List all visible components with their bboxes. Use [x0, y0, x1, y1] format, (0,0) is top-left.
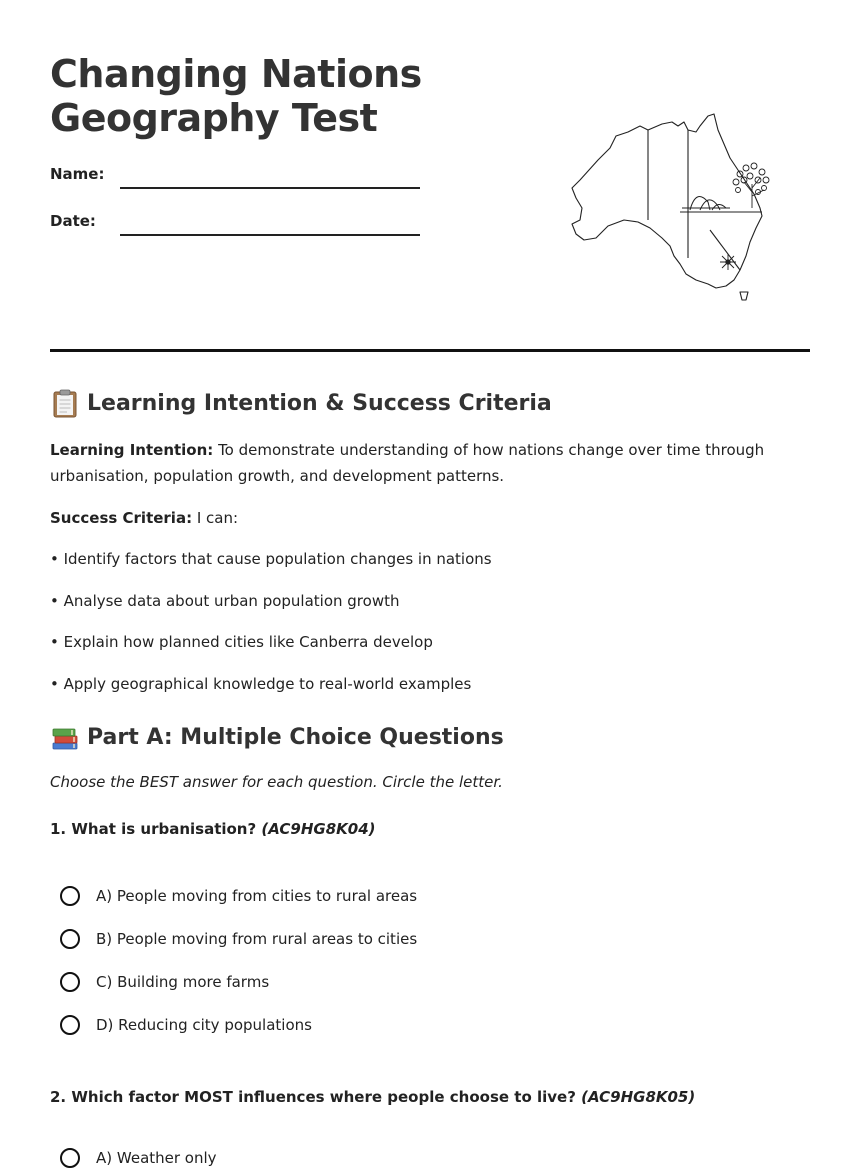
list-item: • Identify factors that cause population changes in nations [50, 550, 492, 568]
clipboard-icon [50, 388, 80, 418]
criteria-label: Success Criteria: [50, 509, 193, 527]
question-2 [50, 1088, 695, 1106]
part-a-heading [50, 722, 504, 752]
learning-intention [50, 437, 815, 489]
date-label: Date: [50, 212, 96, 230]
australia-map-icon [550, 108, 780, 304]
list-item: • Explain how planned cities like Canberra develop [50, 633, 433, 651]
list-item: • Analyse data about urban population growth [50, 592, 400, 610]
intention-label: Learning Intention: [50, 441, 214, 459]
option-label: A) Weather only [96, 1149, 217, 1167]
curriculum-code: (AC9HG8K05) [581, 1088, 696, 1106]
option-label: A) People moving from cities to rural areas [96, 887, 418, 905]
learning-heading [50, 388, 552, 418]
question-text: 2. Which factor MOST influences where people choose to live? [50, 1088, 582, 1106]
option-label: B) People moving from rural areas to cities [96, 930, 418, 948]
option-2a[interactable] [60, 1148, 217, 1168]
radio-circle-icon[interactable] [60, 929, 80, 949]
radio-circle-icon[interactable] [60, 1015, 80, 1035]
option-1d[interactable] [60, 1015, 312, 1035]
instructions: Choose the BEST answer for each question. Circle the letter. [50, 773, 503, 791]
title-line-2: Geography Test [50, 96, 378, 140]
date-field[interactable] [120, 234, 420, 236]
page-title [50, 52, 480, 140]
radio-circle-icon[interactable] [60, 972, 80, 992]
criteria-text: I can: [192, 509, 239, 527]
option-label: C) Building more farms [96, 973, 270, 991]
success-criteria [50, 505, 815, 531]
radio-circle-icon[interactable] [60, 886, 80, 906]
name-label: Name: [50, 165, 105, 183]
question-1 [50, 820, 376, 838]
name-field[interactable] [120, 187, 420, 189]
intention-text: To demonstrate understanding of how nations change over time through urbanisation, population growth, and development patterns. [50, 441, 765, 485]
books-icon [50, 722, 80, 752]
option-1b[interactable] [60, 929, 417, 949]
radio-circle-icon[interactable] [60, 1148, 80, 1168]
option-label: D) Reducing city populations [96, 1016, 312, 1034]
option-1a[interactable] [60, 886, 417, 906]
list-item: • Apply geographical knowledge to real-world examples [50, 675, 472, 693]
header-divider [50, 349, 810, 352]
option-1c[interactable] [60, 972, 269, 992]
part-a-heading-text: Part A: Multiple Choice Questions [87, 724, 504, 750]
title-line-1: Changing Nations [50, 52, 422, 96]
learning-heading-text: Learning Intention & Success Criteria [87, 390, 552, 416]
curriculum-code: (AC9HG8K04) [261, 820, 376, 838]
question-text: 1. What is urbanisation? [50, 820, 262, 838]
